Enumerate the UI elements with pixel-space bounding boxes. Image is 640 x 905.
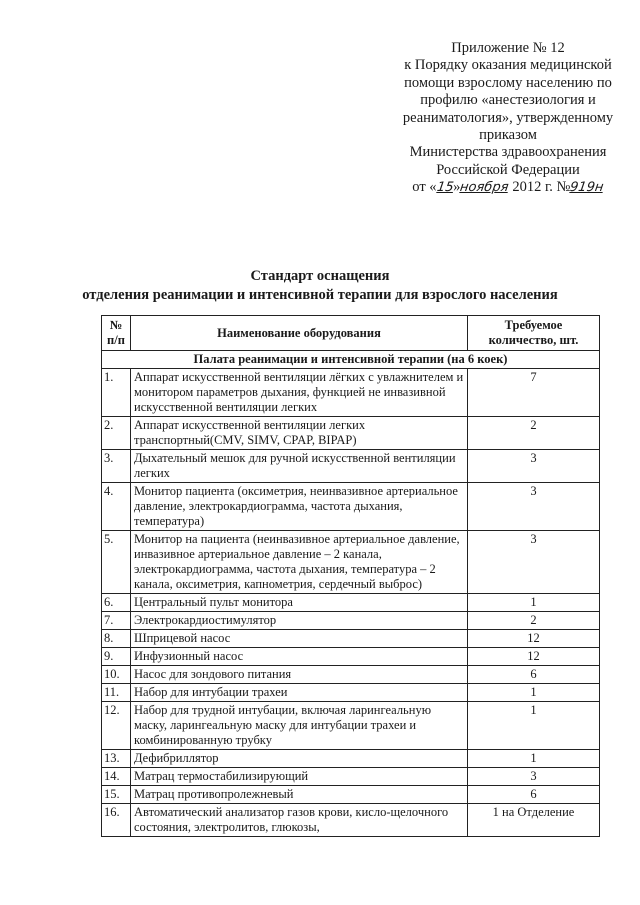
equipment-name: Матрац противопролежневый [131, 786, 468, 804]
equipment-name: Набор для трудной интубации, включая ларингеальную маску, ларингеальную маску для интубации трахеи и комбинированную трубку [131, 702, 468, 750]
appendix-line: реаниматология», утвержденному [402, 109, 614, 126]
table-row [102, 750, 600, 768]
table-row [102, 417, 600, 450]
row-number: 15. [102, 786, 131, 804]
equipment-name: Шприцевой насос [131, 630, 468, 648]
table-header-row [102, 316, 600, 351]
appendix-line: к Порядку оказания медицинской [404, 57, 612, 74]
document-title: Стандарт оснащения [250, 268, 390, 284]
equipment-name: Набор для интубации трахеи [131, 684, 468, 702]
handwritten-day: 15 [435, 180, 455, 196]
required-quantity: 3 [468, 450, 600, 483]
appendix-line: Министерства здравоохранения [409, 144, 607, 161]
handwritten-order-number: 919н [569, 180, 605, 196]
equipment-name: Дыхательный мешок для ручной искусственной вентиляции легких [131, 450, 468, 483]
required-quantity: 3 [468, 531, 600, 594]
table-row [102, 684, 600, 702]
order-date-line [382, 179, 634, 196]
required-quantity: 7 [468, 369, 600, 417]
row-number: 1. [102, 369, 131, 417]
row-number: 4. [102, 483, 131, 531]
row-number: 12. [102, 702, 131, 750]
table-row [102, 786, 600, 804]
required-quantity: 12 [468, 630, 600, 648]
appendix-line: приказом [479, 127, 537, 144]
document-subtitle: отделения реанимации и интенсивной терапии для взрослого населения [82, 287, 558, 303]
appendix-line: помощи взрослому населению по [404, 74, 612, 91]
date-year: 2012 г. № [508, 179, 571, 196]
section-row [102, 351, 600, 369]
table-row [102, 531, 600, 594]
equipment-name: Насос для зондового питания [131, 666, 468, 684]
row-number: 6. [102, 594, 131, 612]
header-name: Наименование оборудования [131, 316, 468, 351]
header-qty: Требуемое количество, шт. [468, 316, 600, 351]
table-row [102, 630, 600, 648]
required-quantity: 3 [468, 483, 600, 531]
table-row [102, 450, 600, 483]
equipment-name: Инфузионный насос [131, 648, 468, 666]
appendix-line: профилю «анестезиология и [420, 92, 596, 109]
date-prefix: от « [412, 179, 437, 196]
row-number: 2. [102, 417, 131, 450]
date-quote: » [453, 179, 461, 196]
equipment-table [101, 315, 600, 837]
table-row [102, 483, 600, 531]
required-quantity: 2 [468, 417, 600, 450]
row-number: 5. [102, 531, 131, 594]
required-quantity: 1 [468, 684, 600, 702]
required-quantity: 12 [468, 648, 600, 666]
appendix-line: Приложение № 12 [451, 40, 565, 56]
equipment-name: Матрац термостабилизирующий [131, 768, 468, 786]
table-row [102, 768, 600, 786]
equipment-name: Монитор пациента (оксиметрия, неинвазивное артериальное давление, электрокардиограмма, частота дыхания, температура) [131, 483, 468, 531]
equipment-name: Монитор на пациента (неинвазивное артериальное давление, инвазивное артериальное давление – 2 канала, электрокардиограмма, частота дыхания, температура – 2 канала, оксиметрия, капнометрия, сердечный выброс) [131, 531, 468, 594]
equipment-name: Аппарат искусственной вентиляции легких транспортный(CMV, SIMV, CPAP, BIPAP) [131, 417, 468, 450]
handwritten-month: ноября [459, 180, 510, 196]
row-number: 3. [102, 450, 131, 483]
table-row [102, 648, 600, 666]
row-number: 16. [102, 804, 131, 837]
row-number: 7. [102, 612, 131, 630]
table-row [102, 369, 600, 417]
row-number: 8. [102, 630, 131, 648]
row-number: 10. [102, 666, 131, 684]
table-row [102, 804, 600, 837]
row-number: 9. [102, 648, 131, 666]
section-title: Палата реанимации и интенсивной терапии (на 6 коек) [102, 351, 600, 369]
table-row [102, 594, 600, 612]
required-quantity: 2 [468, 612, 600, 630]
equipment-name: Автоматический анализатор газов крови, кисло-щелочного состояния, электролитов, глюкозы, [131, 804, 468, 837]
table-row [102, 702, 600, 750]
required-quantity: 3 [468, 768, 600, 786]
equipment-name: Дефибриллятор [131, 750, 468, 768]
equipment-name: Электрокардиостимулятор [131, 612, 468, 630]
header-num: № п/п [102, 316, 131, 351]
row-number: 11. [102, 684, 131, 702]
appendix-line: Российской Федерации [436, 161, 580, 178]
table-row [102, 612, 600, 630]
required-quantity: 1 [468, 594, 600, 612]
row-number: 14. [102, 768, 131, 786]
table-row [102, 666, 600, 684]
row-number: 13. [102, 750, 131, 768]
required-quantity: 1 на Отделение [468, 804, 600, 837]
required-quantity: 1 [468, 702, 600, 750]
appendix-header [382, 40, 634, 197]
equipment-name: Аппарат искусственной вентиляции лёгких с увлажнителем и монитором параметров дыхания, функцией не инвазивной искусственной вентиляции легких [131, 369, 468, 417]
equipment-name: Центральный пульт монитора [131, 594, 468, 612]
required-quantity: 1 [468, 750, 600, 768]
required-quantity: 6 [468, 786, 600, 804]
required-quantity: 6 [468, 666, 600, 684]
